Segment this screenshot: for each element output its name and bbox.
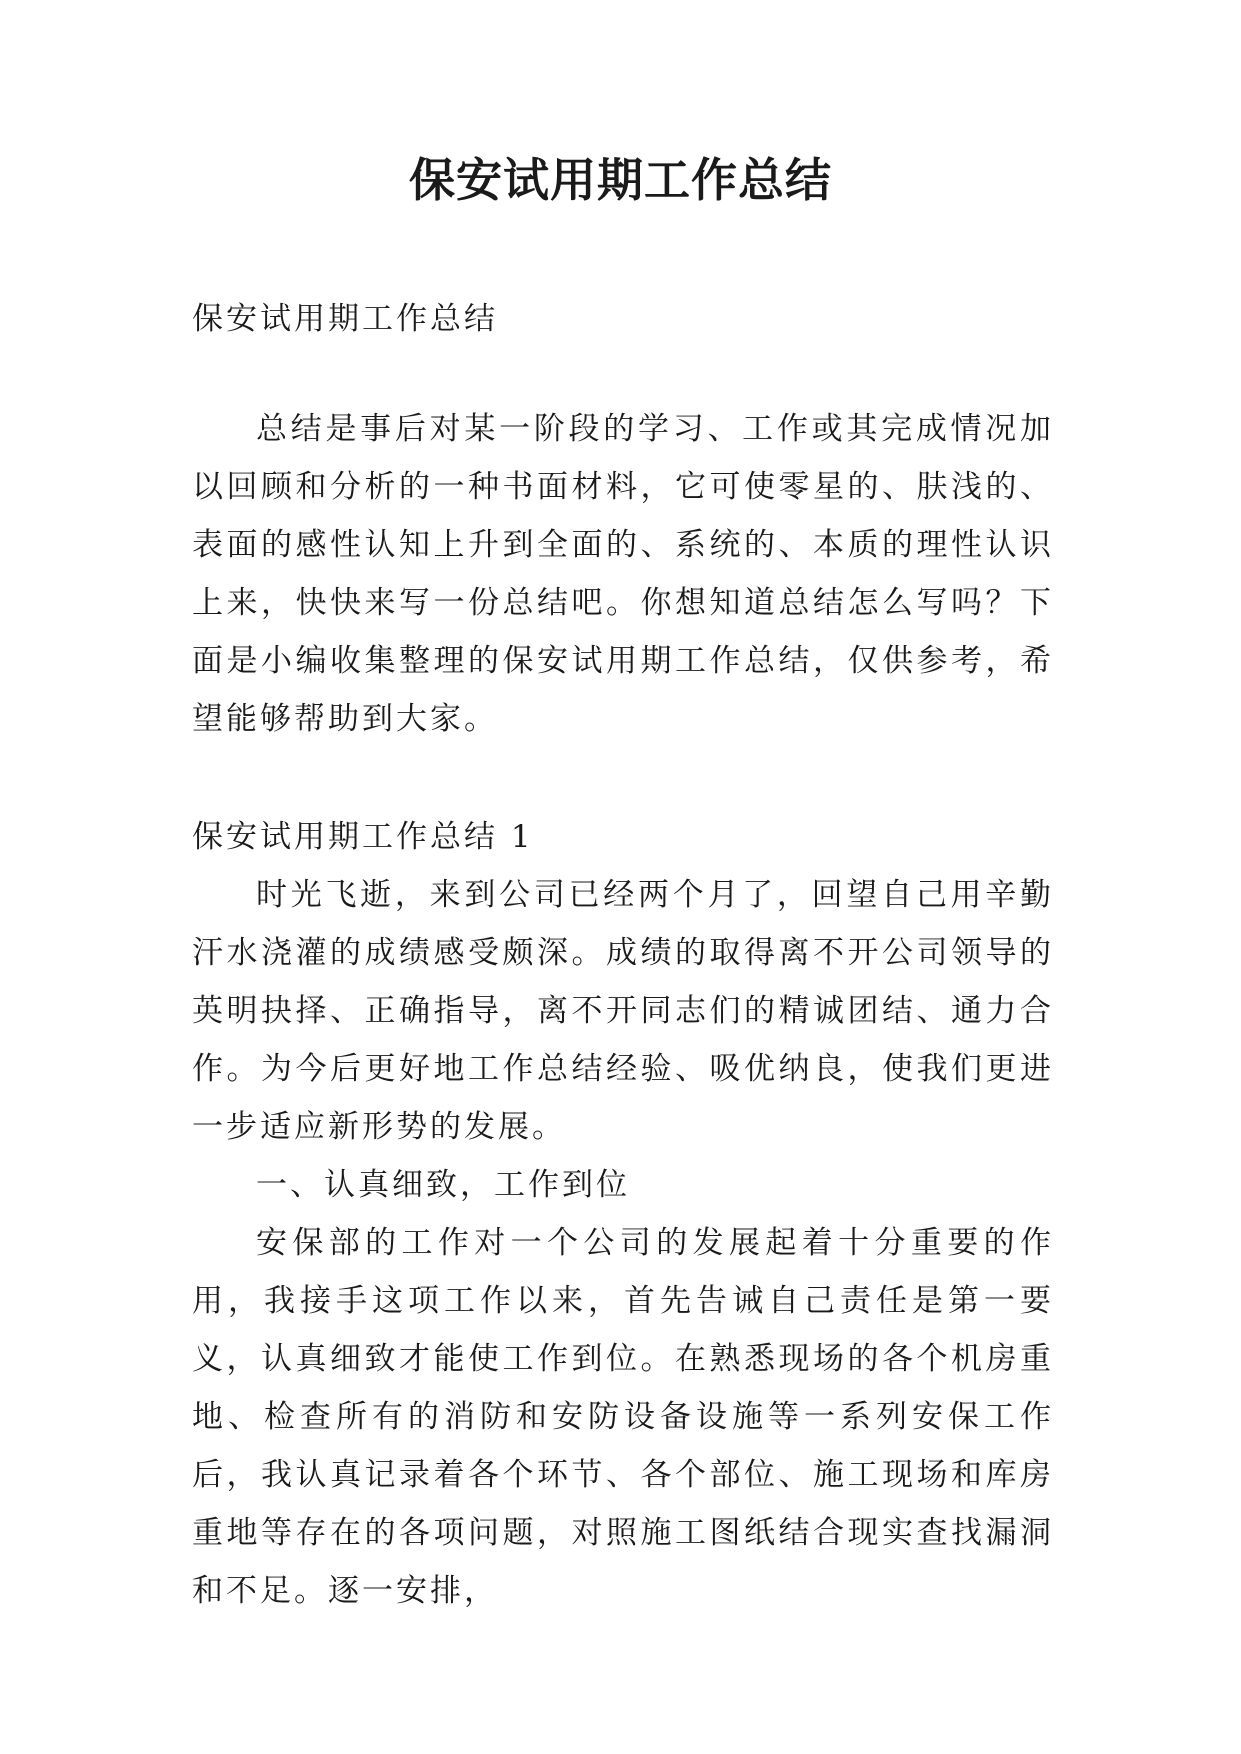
item-heading-1: 一、认真细致，工作到位 — [256, 1167, 630, 1203]
document-subtitle: 保安试用期工作总结 — [192, 301, 498, 337]
section-heading: 保安试用期工作总结 1 — [192, 819, 534, 855]
body-paragraph-1: 时光飞逝，来到公司已经两个月了，回望自己用辛勤汗水浇灌的成绩感受颇深。成绩的取得离不开公司领导的英明抉择、正确指导，离不开同志们的精诚团结、通力合作。为今后更好地工作总结经验、吸优纳良，使我们更进一步适应新形势的发展。 — [192, 877, 1054, 1145]
document-title: 保安试用期工作总结 — [409, 153, 832, 207]
intro-paragraph: 总结是事后对某一阶段的学习、工作或其完成情况加以回顾和分析的一种书面材料，它可使零星的、肤浅的、表面的感性认知上升到全面的、系统的、本质的理性认识上来，快快来写一份总结吧。你想知道总结怎么写吗？下面是小编收集整理的保安试用期工作总结，仅供参考，希望能够帮助到大家。 — [192, 411, 1054, 737]
body-paragraph-2: 安保部的工作对一个公司的发展起着十分重要的作用，我接手这项工作以来，首先告诫自己责任是第一要义，认真细致才能使工作到位。在熟悉现场的各个机房重地、检查所有的消防和安防设备设施等一系列安保工作后，我认真记录着各个环节、各个部位、施工现场和库房重地等存在的各项问题，对照施工图纸结合现实查找漏洞和不足。逐一安排， — [192, 1225, 1054, 1609]
